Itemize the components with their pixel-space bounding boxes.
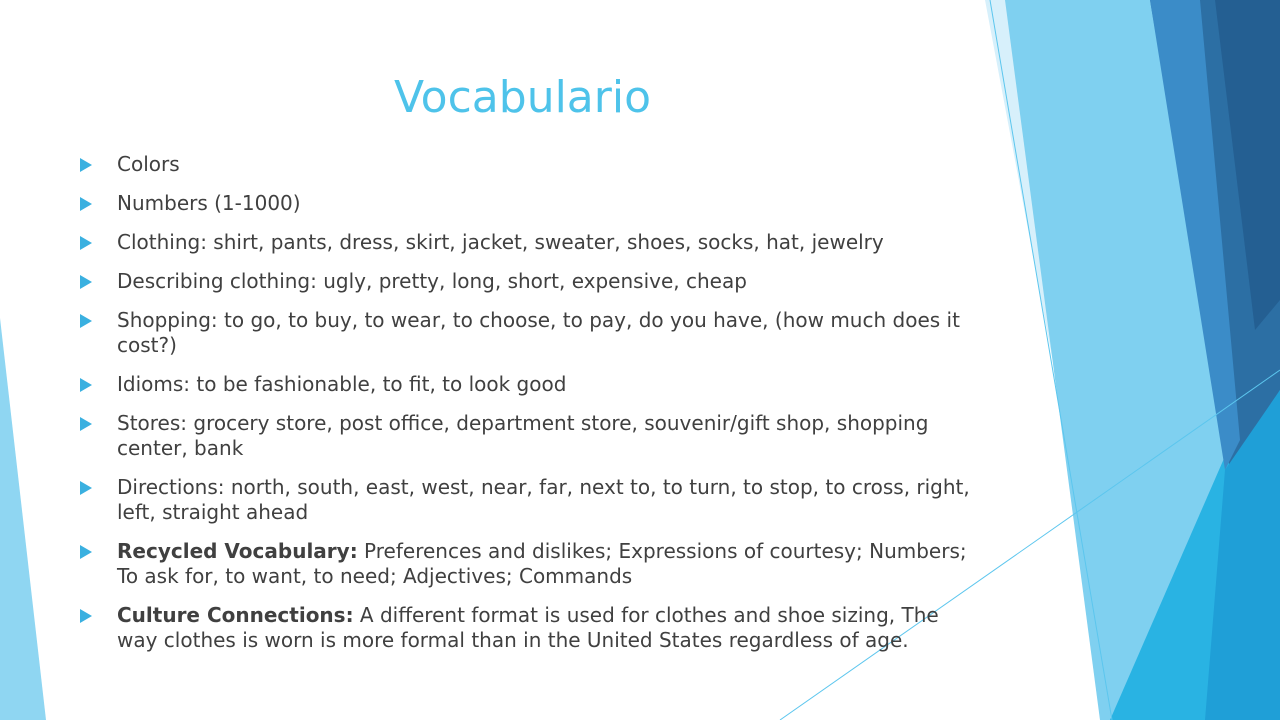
bullet-term: Recycled Vocabulary:: [117, 539, 358, 563]
arrow-right-icon: [80, 609, 92, 623]
bullet-item: [80, 539, 970, 589]
slide-title: Vocabulario: [394, 72, 651, 123]
bullet-list: [80, 152, 970, 667]
bullet-item: [80, 152, 970, 177]
bullet-text: Preferences and dislikes; Expressions of courtesy; Numbers; To ask for, to want, to need; Adjectives; Commands: [117, 539, 967, 588]
bullet-term: Culture Connections:: [117, 603, 354, 627]
bullet-item: [80, 308, 970, 358]
arrow-right-icon: [80, 314, 92, 328]
bullet-item: [80, 475, 970, 525]
bullet-item: [80, 230, 970, 255]
left-accent-shape: [0, 318, 46, 720]
arrow-right-icon: [80, 481, 92, 495]
arrow-right-icon: [80, 236, 92, 250]
bullet-item: [80, 372, 970, 397]
bullet-text: A different format is used for clothes and shoe sizing, The way clothes is worn is more formal than in the United States regardless of age.: [117, 603, 939, 652]
bullet-item: [80, 411, 970, 461]
arrow-right-icon: [80, 545, 92, 559]
arrow-right-icon: [80, 417, 92, 431]
bullet-text: Describing clothing: ugly, pretty, long, short, expensive, cheap: [117, 269, 747, 293]
arrow-right-icon: [80, 378, 92, 392]
arrow-right-icon: [80, 158, 92, 172]
bullet-text: Numbers (1-1000): [117, 191, 301, 215]
bullet-text: Clothing: shirt, pants, dress, skirt, jacket, sweater, shoes, socks, hat, jewelry: [117, 230, 884, 254]
bullet-item: [80, 191, 970, 216]
arrow-right-icon: [80, 275, 92, 289]
bullet-text: Colors: [117, 152, 180, 176]
bullet-text: Idioms: to be fashionable, to fit, to look good: [117, 372, 567, 396]
bullet-text: Shopping: to go, to buy, to wear, to choose, to pay, do you have, (how much does it cost?): [117, 308, 960, 357]
bullet-text: Directions: north, south, east, west, near, far, next to, to turn, to stop, to cross, right, left, straight ahead: [117, 475, 970, 524]
bullet-item: [80, 269, 970, 294]
bullet-item: [80, 603, 970, 653]
arrow-right-icon: [80, 197, 92, 211]
bullet-text: Stores: grocery store, post office, department store, souvenir/gift shop, shopping center, bank: [117, 411, 929, 460]
